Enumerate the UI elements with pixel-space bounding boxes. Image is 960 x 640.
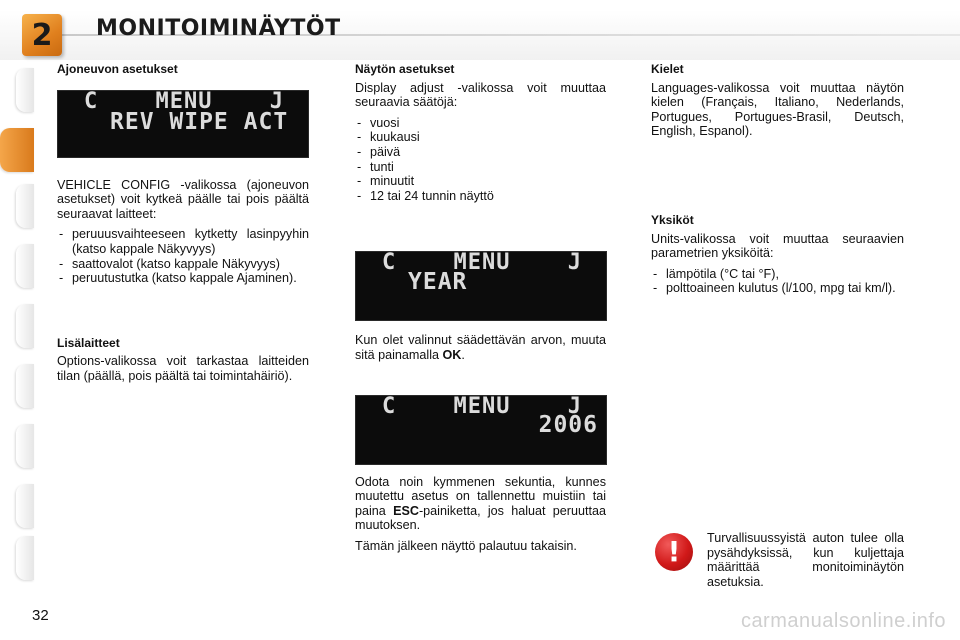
lcd-line2: 2006 xyxy=(538,412,598,439)
lcd-line2: YEAR xyxy=(408,268,468,295)
list-item: - lämpötila (°C tai °F), xyxy=(651,267,904,282)
lcd-menu-label: MENU xyxy=(453,250,511,276)
right-column xyxy=(651,62,904,302)
chapter-tab-3[interactable] xyxy=(16,184,34,228)
vehicle-intro: VEHICLE CONFIG -valikossa (ajoneuvon asetukset) voit kytkeä päälle tai pois päältä seuraavat laitteet: xyxy=(57,177,309,221)
list-item: - päivä xyxy=(355,145,606,160)
chapter-badge xyxy=(22,14,62,56)
list-item: - tunti xyxy=(355,160,606,175)
chapter-tab-8[interactable] xyxy=(16,484,34,528)
chapter-tab-6[interactable] xyxy=(16,364,34,408)
lcd-right-bracket: J xyxy=(269,88,284,114)
vehicle-items xyxy=(57,227,309,285)
lcd-year xyxy=(355,251,607,321)
middle-column xyxy=(355,62,606,560)
chapter-tab-2-active[interactable] xyxy=(0,128,34,172)
list-item: - peruuusvaihteeseen kytketty lasinpyyhin (katso kappale Näkyvyys) xyxy=(57,227,309,256)
left-column xyxy=(57,62,309,390)
select-text: Kun olet valinnut säädettävän arvon, muuta sitä painamalla xyxy=(355,333,606,362)
wait-text-end: -painiketta, jos haluat peruuttaa muutoksen. xyxy=(355,503,606,533)
display-items xyxy=(355,116,606,204)
lcd-menu-label: MENU xyxy=(453,393,511,419)
lcd-left-bracket: C xyxy=(382,393,397,419)
chapter-title: MONITOIMINÄYTÖT xyxy=(96,16,341,41)
watermark: carmanualsonline.info xyxy=(740,610,946,632)
chapter-tab-1[interactable] xyxy=(16,68,34,112)
list-item: - 12 tai 24 tunnin näyttö xyxy=(355,189,606,204)
lcd-left-bracket: C xyxy=(84,88,99,114)
after-text: Tämän jälkeen näyttö palautuu takaisin. xyxy=(355,538,577,553)
options-text: Options-valikossa voit tarkastaa laitteiden tilan (päällä, pois päältä tai toimintahäiriö). xyxy=(57,354,309,383)
list-item: - saattovalot (katso kappale Näkyvyys) xyxy=(57,257,309,272)
select-text-end: . xyxy=(461,347,465,362)
options-heading: Lisälaitteet xyxy=(57,335,120,350)
lcd-line2: REV WIPE ACT xyxy=(110,109,289,136)
languages-text: Languages-valikossa voit muuttaa näytön kielen (Français, Italiano, Nederlands, Portugues, Portugues-Brasil, Deutsch, English, Espanol). xyxy=(651,80,904,139)
list-item: - kuukausi xyxy=(355,130,606,145)
list-item: - vuosi xyxy=(355,116,606,131)
wait-text-start: Odota noin kymmenen sekuntia, kunnes muutettu asetus on tallennettu muistiin tai paina xyxy=(355,474,606,518)
units-items xyxy=(651,267,904,296)
lcd-vehicle-config xyxy=(57,90,309,158)
chapter-tab-7[interactable] xyxy=(16,424,34,468)
warning-text: Turvallisuussyistä auton tulee olla pysähdyksissä, kun kuljettaja määrittää monitoiminäytön asetuksia. xyxy=(707,531,904,589)
chapter-number: 2 xyxy=(31,17,53,53)
list-item: - peruutustutka (katso kappale Ajaminen). xyxy=(57,271,309,286)
list-item: - minuutit xyxy=(355,174,606,189)
select-value-text xyxy=(355,333,606,362)
lcd-menu-label: MENU xyxy=(155,88,213,114)
units-intro: Units-valikossa voit muuttaa seuraavien parametrien yksiköitä: xyxy=(651,231,904,261)
wait-text xyxy=(355,475,606,533)
display-settings-heading: Näytön asetukset xyxy=(355,62,455,76)
chapter-tabs xyxy=(0,60,36,580)
esc-key-label: ESC xyxy=(393,503,419,518)
chapter-tab-5[interactable] xyxy=(16,304,34,348)
chapter-tab-9[interactable] xyxy=(16,536,34,580)
units-heading: Yksiköt xyxy=(651,212,694,227)
chapter-tab-4[interactable] xyxy=(16,244,34,288)
lcd-right-bracket: J xyxy=(567,250,582,276)
languages-heading: Kielet xyxy=(651,62,684,76)
lcd-right-bracket: J xyxy=(567,393,582,419)
ok-key-label: OK xyxy=(442,347,462,362)
lcd-value xyxy=(355,395,607,465)
display-intro: Display adjust -valikossa voit muuttaa seuraavia säätöjä: xyxy=(355,80,606,110)
page-number: 32 xyxy=(32,607,49,624)
lcd-left-bracket: C xyxy=(382,250,397,276)
vehicle-settings-heading: Ajoneuvon asetukset xyxy=(57,62,178,76)
exclamation-icon: ! xyxy=(655,533,693,571)
list-item: - polttoaineen kulutus (l/100, mpg tai km/l). xyxy=(651,281,904,296)
